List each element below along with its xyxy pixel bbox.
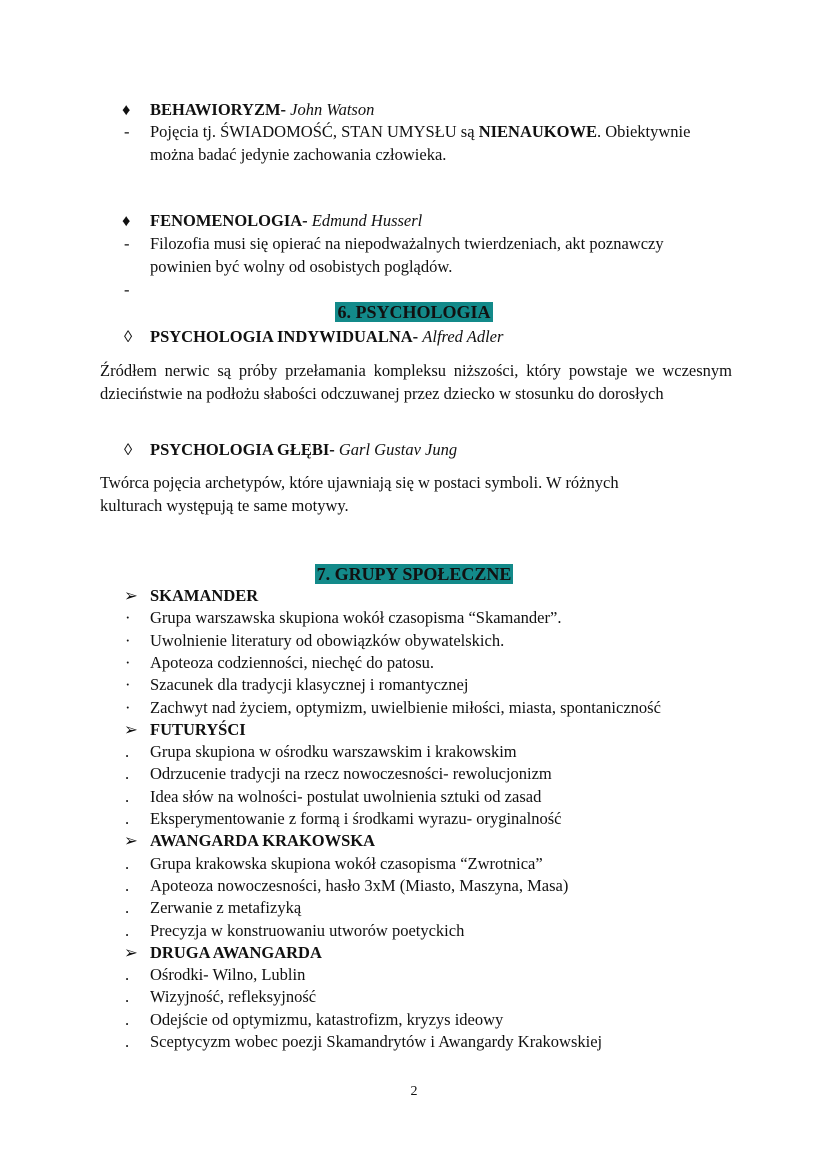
group-title: FUTURYŚCI — [150, 719, 246, 739]
list-item: Wizyjność, refleksyjność — [150, 987, 317, 1007]
list-bullet: · — [125, 652, 131, 672]
list-item: Grupa skupiona w ośrodku warszawskim i krakowskim — [150, 742, 517, 762]
list-item: Odejście od optymizmu, katastrofizm, kryzys ideowy — [150, 1009, 504, 1029]
list-item: Apoteoza codzienności, niechęć do patosu. — [150, 652, 435, 672]
section-6-heading — [0, 300, 828, 324]
list-item: Zachwyt nad życiem, optymizm, uwielbienie miłości, miasta, spontaniczność — [150, 697, 661, 717]
diamond-bullet-icon: ♦ — [122, 211, 131, 230]
group-title: SKAMANDER — [150, 586, 259, 605]
indywidualna-heading — [150, 326, 503, 348]
list-bullet: . — [125, 1032, 130, 1051]
list-bullet: . — [125, 742, 130, 762]
fenomenologia-text-line2: powinien być wolny od osobistych poglądów. — [150, 257, 453, 276]
list-item: Zerwanie z metafizyką — [150, 898, 302, 918]
behawioryzm-text-part: . Obiektywnie — [596, 122, 691, 141]
behawioryzm-bold-term: NIENAUKOWE — [478, 122, 597, 141]
list-bullet: . — [125, 965, 130, 985]
arrow-bullet-icon: ➢ — [124, 942, 138, 962]
behawioryzm-text-line2: można badać jedynie zachowania człowieka. — [150, 145, 447, 164]
list-item: Precyzja w konstruowaniu utworów poetyckich — [150, 920, 465, 940]
list-bullet: · — [125, 630, 131, 650]
list-item: Sceptycyzm wobec poezji Skamandrytów i Awangardy Krakowskiej — [150, 1032, 603, 1051]
section-7-heading — [0, 562, 828, 586]
list-bullet: . — [125, 875, 130, 895]
fenomenologia-heading — [150, 210, 422, 232]
section-6-heading-text: 6. PSYCHOLOGIA — [337, 302, 491, 322]
list-item: Ośrodki- Wilno, Lublin — [150, 965, 306, 985]
list-bullet: . — [125, 809, 130, 828]
fenomenologia-author: Edmund Husserl — [311, 211, 423, 230]
fenomenologia-title: FENOMENOLOGIA- — [150, 211, 308, 230]
page-number: 2 — [410, 1084, 418, 1099]
list-bullet: . — [125, 853, 130, 873]
glebi-author: Garl Gustav Jung — [338, 440, 458, 459]
list-item: Apoteoza nowoczesności, hasło 3xM (Miasto, Maszyna, Masa) — [150, 875, 569, 895]
list-bullet: . — [125, 920, 130, 940]
arrow-bullet-icon: ➢ — [124, 719, 138, 739]
list-bullet: · — [125, 608, 131, 628]
indywidualna-title: PSYCHOLOGIA INDYWIDUALNA- — [150, 327, 419, 346]
behawioryzm-text-line1 — [150, 121, 690, 143]
glebi-text-line1: Twórca pojęcia archetypów, które ujawniają się w postaci symboli. W różnych — [100, 473, 619, 492]
glebi-title: PSYCHOLOGIA GŁĘBI- — [150, 440, 335, 459]
diamond-bullet-icon: ♦ — [122, 100, 131, 119]
arrow-bullet-icon: ➢ — [124, 586, 138, 605]
list-item: Eksperymentowanie z formą i środkami wyrazu- oryginalność — [150, 809, 562, 828]
arrow-bullet-icon: ➢ — [124, 831, 138, 851]
fenomenologia-text-line1: Filozofia musi się opierać na niepodważalnych twierdzeniach, akt poznawczy — [150, 234, 664, 253]
list-item: Grupa krakowska skupiona wokół czasopisma “Zwrotnica” — [150, 853, 543, 873]
behawioryzm-title: BEHAWIORYZM- — [150, 100, 287, 119]
list-item: Odrzucenie tradycji na rzecz nowoczesności- rewolucjonizm — [150, 764, 552, 784]
indywidualna-paragraph: Źródłem nerwic są próby przełamania kompleksu niższości, który powstaje we wczesnym dzieciństwie na podłożu słabości odczuwanej przez dziecko w stosunku do dorosłych — [100, 361, 732, 403]
section-7-heading-text: 7. GRUPY SPOŁECZNE — [316, 564, 512, 584]
list-bullet: . — [125, 987, 130, 1007]
indywidualna-author: Alfred Adler — [422, 327, 504, 346]
group-title: AWANGARDA KRAKOWSKA — [150, 831, 376, 851]
list-bullet: · — [125, 697, 131, 717]
list-item: Uwolnienie literatury od obowiązków obywatelskich. — [150, 630, 505, 650]
glebi-heading — [150, 439, 457, 461]
list-bullet: . — [125, 898, 130, 918]
lozenge-bullet-icon: ◊ — [124, 327, 133, 346]
lozenge-bullet-icon: ◊ — [124, 440, 133, 459]
group-title: DRUGA AWANGARDA — [150, 942, 322, 962]
list-bullet: . — [125, 786, 130, 806]
list-bullet: . — [125, 764, 130, 784]
glebi-text-line2: kulturach występują te same motywy. — [100, 496, 349, 515]
list-item: Grupa warszawska skupiona wokół czasopisma “Skamander”. — [150, 608, 562, 628]
list-item: Szacunek dla tradycji klasycznej i romantycznej — [150, 675, 469, 695]
dash-bullet: - — [124, 234, 130, 253]
behawioryzm-author: John Watson — [290, 100, 375, 119]
list-bullet: · — [125, 675, 131, 695]
list-bullet: . — [125, 1009, 130, 1029]
dash-bullet: - — [124, 280, 130, 299]
behawioryzm-heading — [150, 99, 374, 121]
list-item: Idea słów na wolności- postulat uwolnienia sztuki od zasad — [150, 786, 542, 806]
behawioryzm-text-part: Pojęcia tj. ŚWIADOMOŚĆ, STAN UMYSŁU są — [150, 122, 479, 141]
dash-bullet: - — [124, 122, 130, 141]
